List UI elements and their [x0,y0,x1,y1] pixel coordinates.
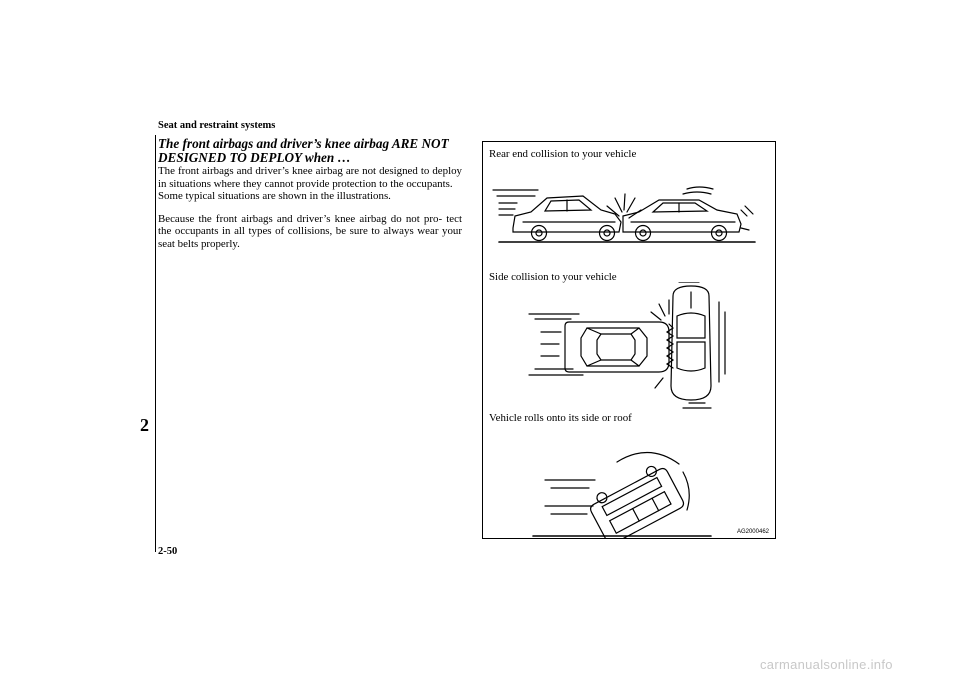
heading-line-2: DESIGNED TO DEPLOY when … [158,150,351,165]
heading-line-1: The front airbags and driver’s knee airbag ARE NOT [158,136,449,151]
chapter-tab [0,135,156,552]
para-situations: Some typical situations are shown in the illustrations. [158,190,391,203]
watermark-text: carmanualsonline.info [760,657,893,672]
para3-line-2: tect the occupants in all types of collisions, be sure to always [158,212,462,238]
paragraph-intro [158,165,462,203]
label-rollover: Vehicle rolls onto its side or roof [489,412,632,424]
paragraph-seatbelt [158,213,462,251]
rollover-illustration [483,438,777,538]
para1-line-3: the occupants. [390,177,453,190]
rear-collision-illustration [483,176,777,256]
chapter-number: 2 [140,415,149,435]
para3-line-1: Because the front airbags and driver’s knee airbag do not pro- [158,212,443,225]
para1-line-2: deploy in situations where they cannot provide protection to [158,165,462,190]
label-side-collision: Side collision to your vehicle [489,271,617,283]
text-column [158,137,462,251]
figure-code: AG2000462 [736,529,769,535]
section-header: Seat and restraint systems [158,120,276,131]
illustration-box [482,141,776,539]
side-collision-illustration [483,282,777,412]
para3-line-3: wear your seat belts properly. [158,225,462,250]
page-number: 2-50 [158,546,178,557]
section-heading [158,137,462,165]
para1-line-1: The front airbags and driver’s knee airbag are not designed to [158,165,430,177]
label-rear-collision: Rear end collision to your vehicle [489,148,637,160]
